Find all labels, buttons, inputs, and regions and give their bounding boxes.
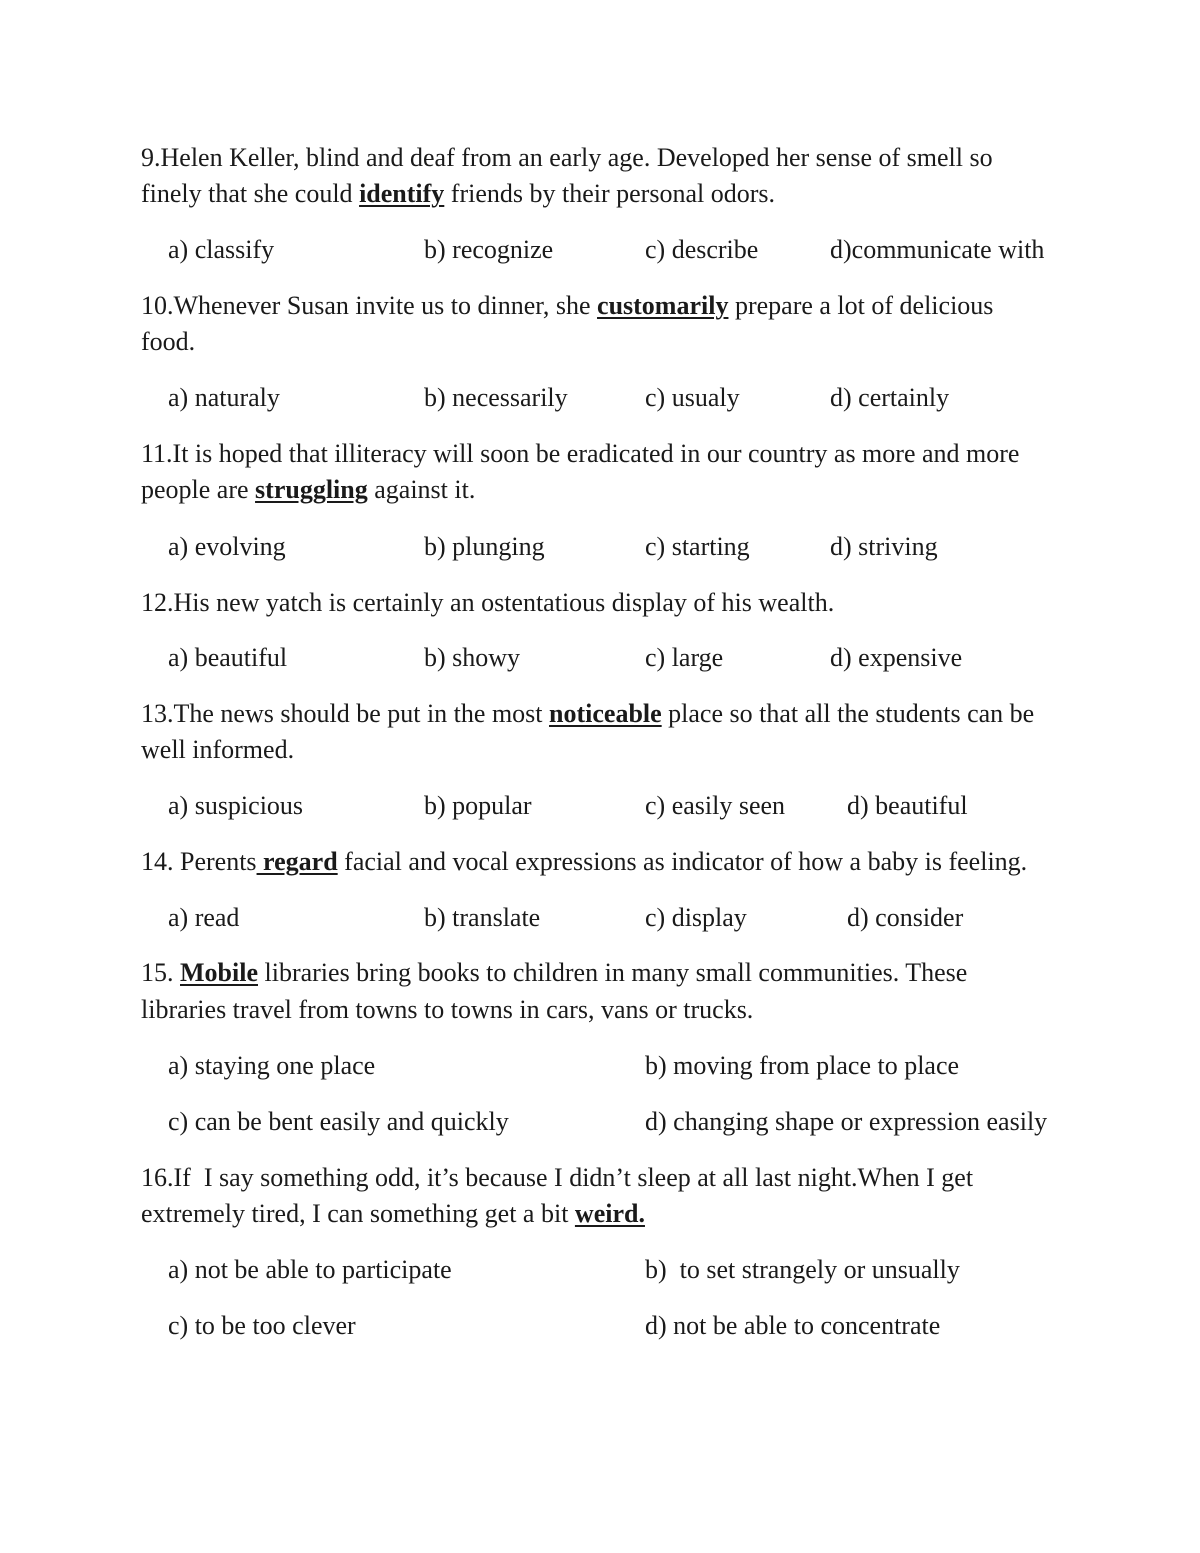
question-10-line-2 [141, 324, 195, 360]
option-d: d) not be able to concentrate [645, 1311, 941, 1340]
question-13-line-2 [141, 732, 294, 768]
text: against it. [367, 475, 476, 504]
text: extremely tired, I can something get a bit [141, 1199, 575, 1228]
option-b: b) necessarily [424, 383, 568, 412]
question-14-line-1 [141, 844, 1027, 880]
question-11-line-2 [141, 472, 475, 508]
option-d: d)communicate with [830, 235, 1045, 264]
text: libraries bring books to children in many small communities. These [258, 958, 968, 987]
text: people are [141, 475, 256, 504]
question-10-line-1 [141, 288, 993, 324]
option-a: a) not be able to participate [168, 1255, 452, 1284]
option-c: c) easily seen [645, 791, 786, 820]
option-c: c) starting [645, 532, 750, 561]
option-d: d) beautiful [847, 791, 968, 820]
text: well informed. [141, 735, 295, 764]
question-16-line-1 [141, 1160, 973, 1196]
option-a: a) beautiful [168, 643, 288, 672]
text: friends by their personal odors. [444, 179, 775, 208]
text: place so that all the students can be [661, 699, 1035, 728]
option-a: a) evolving [168, 532, 286, 561]
text: libraries travel from towns to towns in cars, vans or trucks. [141, 995, 754, 1024]
text: 16.If I say something odd, it’s because I didn’t sleep at all last night.When I get [141, 1163, 974, 1192]
option-b: b) showy [424, 643, 521, 672]
option-d: d) certainly [830, 383, 950, 412]
text: prepare a lot of delicious [728, 291, 994, 320]
option-c: c) usualy [645, 383, 740, 412]
option-c: c) large [645, 643, 724, 672]
option-c: c) describe [645, 235, 759, 264]
option-c: c) display [645, 903, 747, 932]
question-16-line-2 [141, 1196, 645, 1232]
option-d: d) expensive [830, 643, 963, 672]
option-d: d) consider [847, 903, 964, 932]
option-a: a) naturaly [168, 383, 280, 412]
question-12-line-1 [141, 585, 834, 621]
key-word: identify [359, 179, 445, 208]
question-11-line-1 [141, 436, 1019, 472]
key-word: Mobile [180, 958, 258, 987]
option-a: a) suspicious [168, 791, 304, 820]
question-9-line-2 [141, 176, 775, 212]
option-c: c) to be too clever [168, 1311, 356, 1340]
option-b: b) to set strangely or unsually [645, 1255, 960, 1284]
option-c: c) can be bent easily and quickly [168, 1107, 509, 1136]
option-a: a) classify [168, 235, 275, 264]
text: 12.His new yatch is certainly an ostentatious display of his wealth. [141, 588, 835, 617]
key-word: weird. [574, 1199, 645, 1228]
text: facial and vocal expressions as indicator of how a baby is feeling. [337, 847, 1028, 876]
question-15-line-2 [141, 992, 753, 1028]
option-a: a) read [168, 903, 240, 932]
question-13-line-1 [141, 696, 1034, 732]
option-a: a) staying one place [168, 1051, 376, 1080]
option-b: b) recognize [424, 235, 554, 264]
text: finely that she could [141, 179, 360, 208]
text: 11.It is hoped that illiteracy will soon be eradicated in our country as more and more [141, 439, 1020, 468]
option-d: d) changing shape or expression easily [645, 1107, 1048, 1136]
option-b: b) plunging [424, 532, 545, 561]
text: 15. [141, 958, 180, 987]
option-b: b) popular [424, 791, 532, 820]
text: 13.The news should be put in the most [141, 699, 550, 728]
key-word: customarily [597, 291, 729, 320]
key-word: noticeable [549, 699, 662, 728]
option-d: d) striving [830, 532, 938, 561]
key-word: struggling [255, 475, 368, 504]
text: 9.Helen Keller, blind and deaf from an early age. Developed her sense of smell so [141, 143, 993, 172]
text: 14. Perents [141, 847, 257, 876]
option-b: b) moving from place to place [645, 1051, 960, 1080]
key-word: regard [256, 847, 338, 876]
text: 10.Whenever Susan invite us to dinner, she [141, 291, 598, 320]
question-9-line-1 [141, 140, 993, 176]
text: food. [141, 327, 196, 356]
option-b: b) translate [424, 903, 541, 932]
question-15-line-1 [141, 955, 967, 991]
